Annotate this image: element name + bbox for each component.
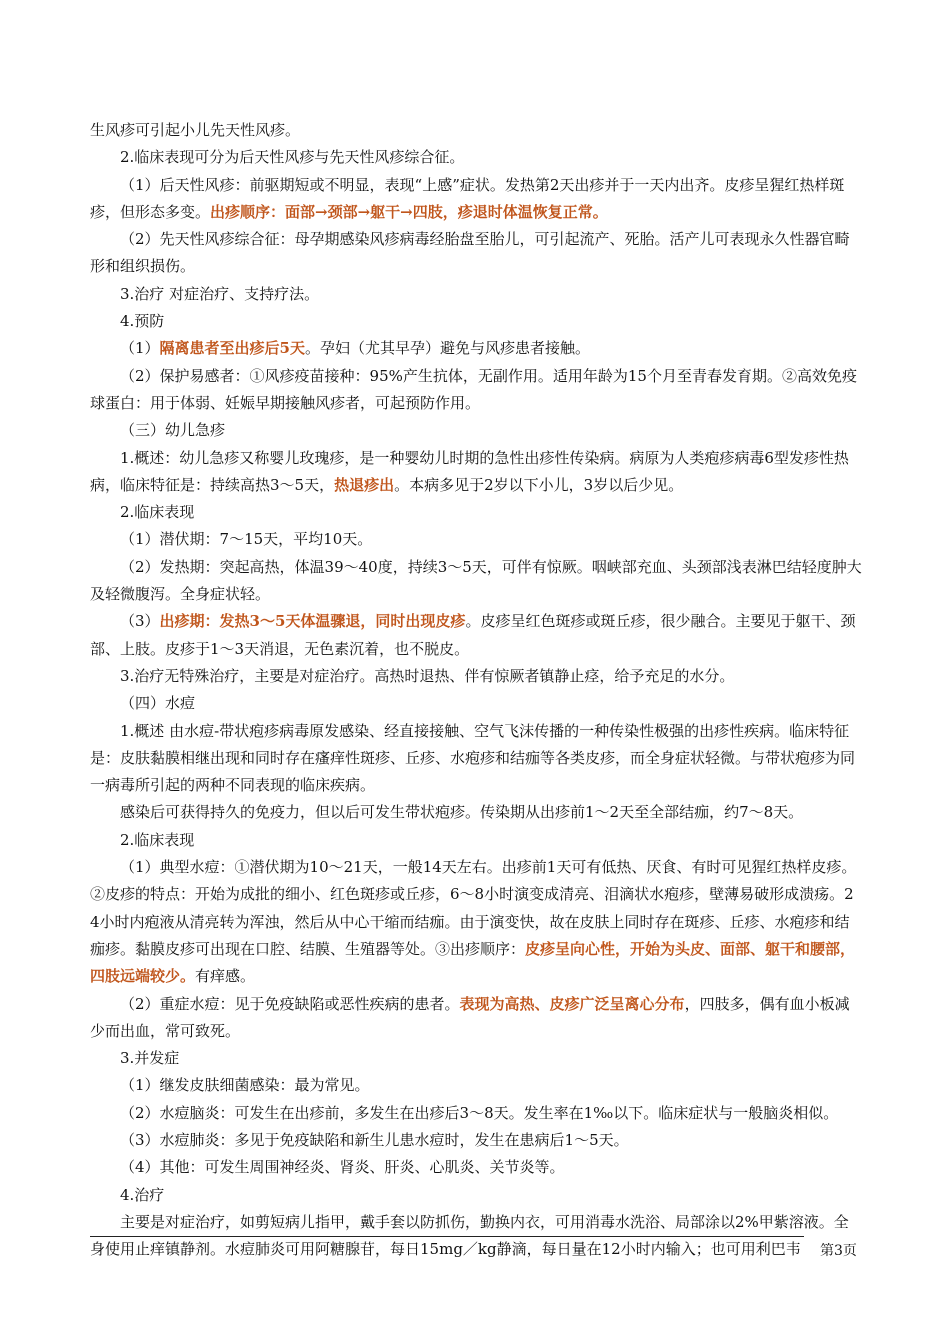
paragraph xyxy=(90,1127,862,1154)
paragraph xyxy=(90,172,862,227)
paragraph xyxy=(90,226,862,281)
paragraph xyxy=(90,554,862,609)
paragraph xyxy=(90,799,862,826)
body-text: （3） xyxy=(120,612,160,631)
body-text: （三）幼儿急疹 xyxy=(120,421,226,440)
body-text: （4）其他：可发生周围神经炎、肾炎、肝炎、心肌炎、关节炎等。 xyxy=(120,1158,565,1177)
body-text: ，四肢多，偶有血小板减少而出血，常可致死。 xyxy=(90,994,850,1040)
body-text: 。皮疹呈红色斑疹或斑丘疹，很少融合。主要见于躯干、颈部、上肢。皮疹于1～3天消退，无色素沉着，也不脱皮。 xyxy=(90,612,856,658)
body-text: 感染后可获得持久的免疫力，但以后可发生带状疱疹。传染期从出疹前1～2天至全部结痂，约7～8天。 xyxy=(120,803,804,822)
highlighted-text: 隔离患者至出疹后5天 xyxy=(159,339,305,358)
paragraph xyxy=(90,718,862,800)
body-text: 。本病多见于2岁以下小儿，3岁以后少见。 xyxy=(394,475,684,494)
paragraph xyxy=(90,690,862,717)
paragraph xyxy=(90,363,862,418)
body-text: （1）后天性风疹：前驱期短或不明显，表现“上感”症状。发热第2天出疹并于一天内出齐。皮疹呈猩红热样斑疹，但形态多变。 xyxy=(90,175,845,221)
footer-divider xyxy=(90,1236,804,1237)
body-text: （2）发热期：突起高热，体温39～40度，持续3～5天，可伴有惊厥。咽峡部充血、头颈部浅表淋巴结轻度肿大及轻微腹泻。全身症状轻。 xyxy=(90,557,862,604)
paragraph xyxy=(90,854,862,990)
paragraph xyxy=(90,526,862,553)
body-text: 有痒感。 xyxy=(195,967,256,986)
body-text: （四）水痘 xyxy=(120,694,196,713)
paragraph xyxy=(90,663,862,690)
paragraph xyxy=(90,1154,862,1181)
paragraph xyxy=(90,445,862,500)
paragraph xyxy=(90,144,862,171)
body-text: 3.并发症 xyxy=(120,1049,180,1068)
highlighted-text: 出疹期：发热3～5天体温骤退，同时出现皮疹 xyxy=(159,612,466,631)
highlighted-text: 表现为高热、皮疹广泛呈离心分布 xyxy=(459,994,685,1013)
body-text: 2.临床表现 xyxy=(120,830,195,849)
document-body xyxy=(90,117,862,1263)
highlighted-text: 皮疹呈向心性，开始为头皮、面部、躯干和腰部，四肢远端较少。 xyxy=(90,939,856,986)
paragraph xyxy=(90,1100,862,1127)
body-text: 。孕妇（尤其早孕）避免与风疹患者接触。 xyxy=(305,339,591,358)
paragraph xyxy=(90,1045,862,1072)
body-text: 2.临床表现 xyxy=(120,503,195,522)
body-text: （1）典型水痘：①潜伏期为10～21天，一般14天左右。出疹前1天可有低热、厌食、有时可见猩红热样皮疹。②皮疹的特点：开始为成批的细小、红色斑疹或丘疹，6～8小时演变成清亮、泪滴状水疱疹，壁薄易破形成溃疡。24小时内疱液从清亮转为浑浊，然后从中心干缩而结痂。由于演变快，故在皮肤上同时存在斑疹、丘疹、水疱疹和结痂疹。黏膜皮疹可出现在口腔、结膜、生殖器等处。③出疹顺序： xyxy=(90,858,857,958)
body-text: （1） xyxy=(120,339,160,358)
body-text: （1）潜伏期：7～15天，平均10天。 xyxy=(120,530,373,549)
paragraph xyxy=(90,499,862,526)
body-text: 2.临床表现可分为后天性风疹与先天性风疹综合征。 xyxy=(120,148,465,167)
body-text: 生风疹可引起小儿先天性风疹。 xyxy=(90,121,301,139)
paragraph xyxy=(90,1182,862,1209)
paragraph xyxy=(90,281,862,308)
body-text: 主要是对症治疗，如剪短病儿指甲，戴手套以防抓伤，勤换内衣，可用消毒水洗浴、局部涂以2%甲紫溶液。全身使用止痒镇静剂。水痘肺炎可用阿糖腺苷，每日15mg／kg静滴，每日量在12小时内输入；也可用利巴韦 xyxy=(90,1212,849,1259)
body-text: （2）重症水痘：见于免疫缺陷或恶性疾病的患者。 xyxy=(120,994,460,1013)
body-text: 1.概述：幼儿急疹又称婴儿玫瑰疹，是一种婴幼儿时期的急性出疹性传染病。病原为人类疱疹病毒6型发疹性热病，临床特征是：持续高热3～5天， xyxy=(90,448,849,494)
body-text: （2）保护易感者：①风疹疫苗接种：95%产生抗体，无副作用。适用年龄为15个月至青春发育期。②高效免疫球蛋白：用于体弱、妊娠早期接触风疹者，可起预防作用。 xyxy=(90,366,857,412)
paragraph xyxy=(90,117,862,144)
paragraph xyxy=(90,308,862,335)
body-text: 1.概述 由水痘-带状疱疹病毒原发感染、经直接接触、空气飞沫传播的一种传染性极强的出疹性疾病。临床特征是：皮肤黏膜相继出现和同时存在瘙痒性斑疹、丘疹、水疱疹和结痂等各类皮疹，而全身症状轻微。与带状疱疹为同一病毒所引起的两种不同表现的临床疾病。 xyxy=(90,721,856,795)
body-text: 4.预防 xyxy=(120,312,165,331)
paragraph xyxy=(90,335,862,362)
paragraph xyxy=(90,1072,862,1099)
highlighted-text: 出疹顺序：面部→颈部→躯干→四肢，疹退时体温恢复正常。 xyxy=(210,202,608,221)
body-text: （3）水痘肺炎：多见于免疫缺陷和新生儿患水痘时，发生在患病后1～5天。 xyxy=(120,1130,629,1149)
paragraph xyxy=(90,608,862,663)
body-text: （2）先天性风疹综合征：母孕期感染风疹病毒经胎盘至胎儿，可引起流产、死胎。活产儿可表现永久性器官畸形和组织损伤。 xyxy=(90,230,850,276)
body-text: （1）继发皮肤细菌感染：最为常见。 xyxy=(120,1076,370,1095)
body-text: 3.治疗无特殊治疗，主要是对症治疗。高热时退热、伴有惊厥者镇静止痉，给予充足的水分。 xyxy=(120,666,735,685)
paragraph xyxy=(90,827,862,854)
body-text: 3.治疗 对症治疗、支持疗法。 xyxy=(120,284,320,303)
page-number: 第3页 xyxy=(820,1243,857,1259)
paragraph xyxy=(90,991,862,1046)
body-text: 4.治疗 xyxy=(120,1185,165,1204)
body-text: （2）水痘脑炎：可发生在出疹前，多发生在出疹后3～8天。发生率在1‰以下。临床症状与一般脑炎相似。 xyxy=(120,1103,839,1122)
highlighted-text: 热退疹出 xyxy=(334,475,395,494)
paragraph xyxy=(90,417,862,444)
